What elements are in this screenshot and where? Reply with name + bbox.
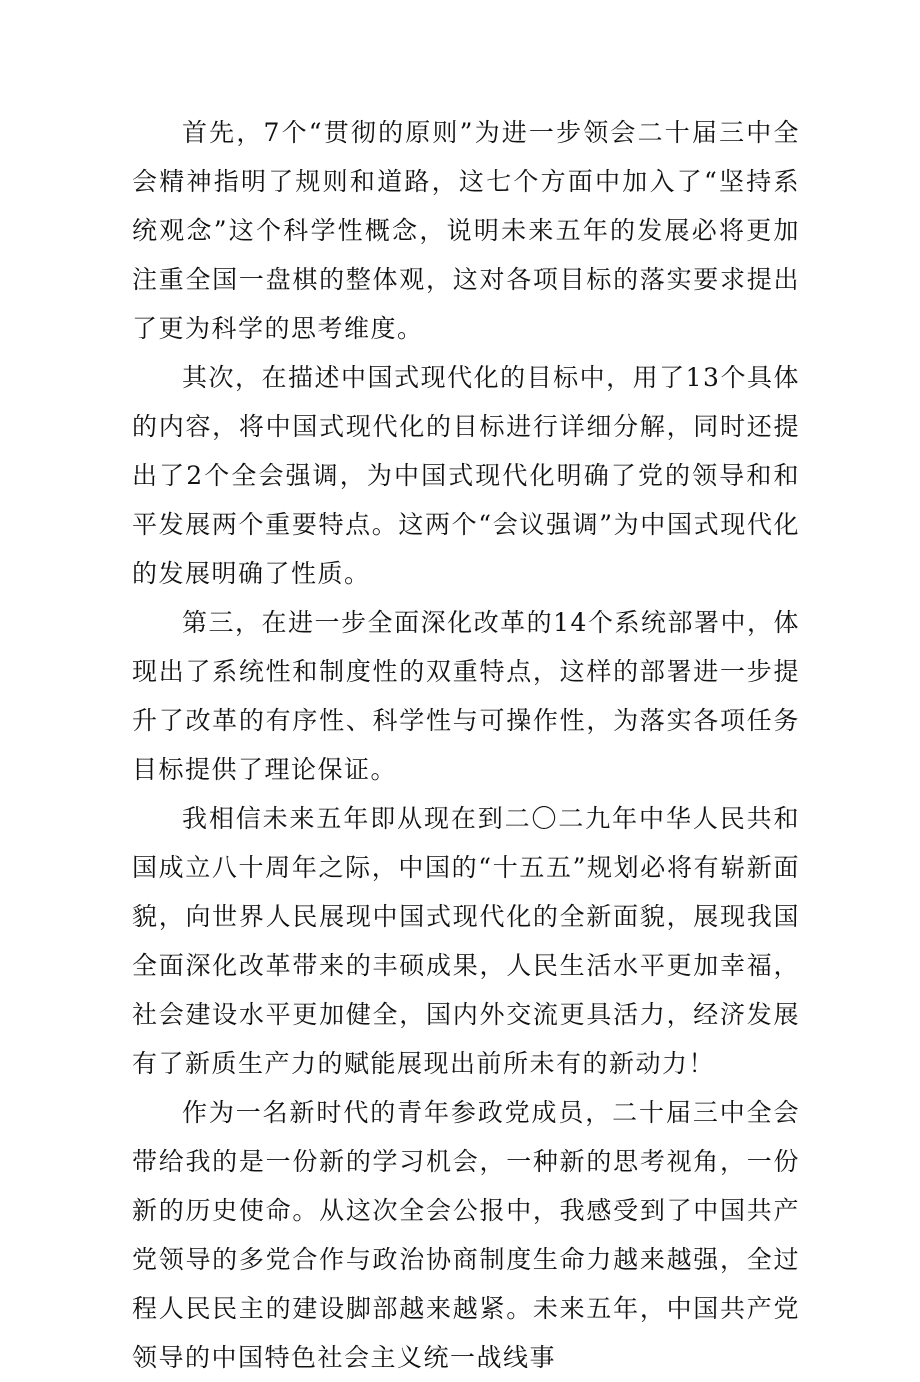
paragraph-3: 第三，在进一步全面深化改革的14个系统部署中，体现出了系统性和制度性的双重特点，这样的部署进一步提升了改革的有序性、科学性与可操作性，为落实各项任务目标提供了理论保证。 (132, 608, 800, 784)
paragraph-5: 作为一名新时代的青年参政党成员，二十届三中全会带给我的是一份新的学习机会，一种新的思考视角，一份新的历史使命。从这次全会公报中，我感受到了中国共产党领导的多党合作与政治协商制度生命力越来越强，全过程人民民主的建设脚部越来越紧。未来五年，中国共产党领导的中国特色社会主义统一战线事 (132, 1098, 800, 1372)
document-body (132, 108, 800, 1382)
paragraph-4: 我相信未来五年即从现在到二〇二九年中华人民共和国成立八十周年之际，中国的“十五五”规划必将有崭新面貌，向世界人民展现中国式现代化的全新面貌，展现我国全面深化改革带来的丰硕成果，人民生活水平更加幸福，社会建设水平更加健全，国内外交流更具活力，经济发展有了新质生产力的赋能展现出前所未有的新动力！ (132, 804, 800, 1078)
paragraph-2: 其次，在描述中国式现代化的目标中，用了13个具体的内容，将中国式现代化的目标进行详细分解，同时还提出了2个全会强调，为中国式现代化明确了党的领导和和平发展两个重要特点。这两个“会议强调”为中国式现代化的发展明确了性质。 (132, 363, 800, 588)
paragraph-1: 首先，7个“贯彻的原则”为进一步领会二十届三中全会精神指明了规则和道路，这七个方面中加入了“坚持系统观念”这个科学性概念，说明未来五年的发展必将更加注重全国一盘棋的整体观，这对各项目标的落实要求提出了更为科学的思考维度。 (132, 118, 800, 343)
